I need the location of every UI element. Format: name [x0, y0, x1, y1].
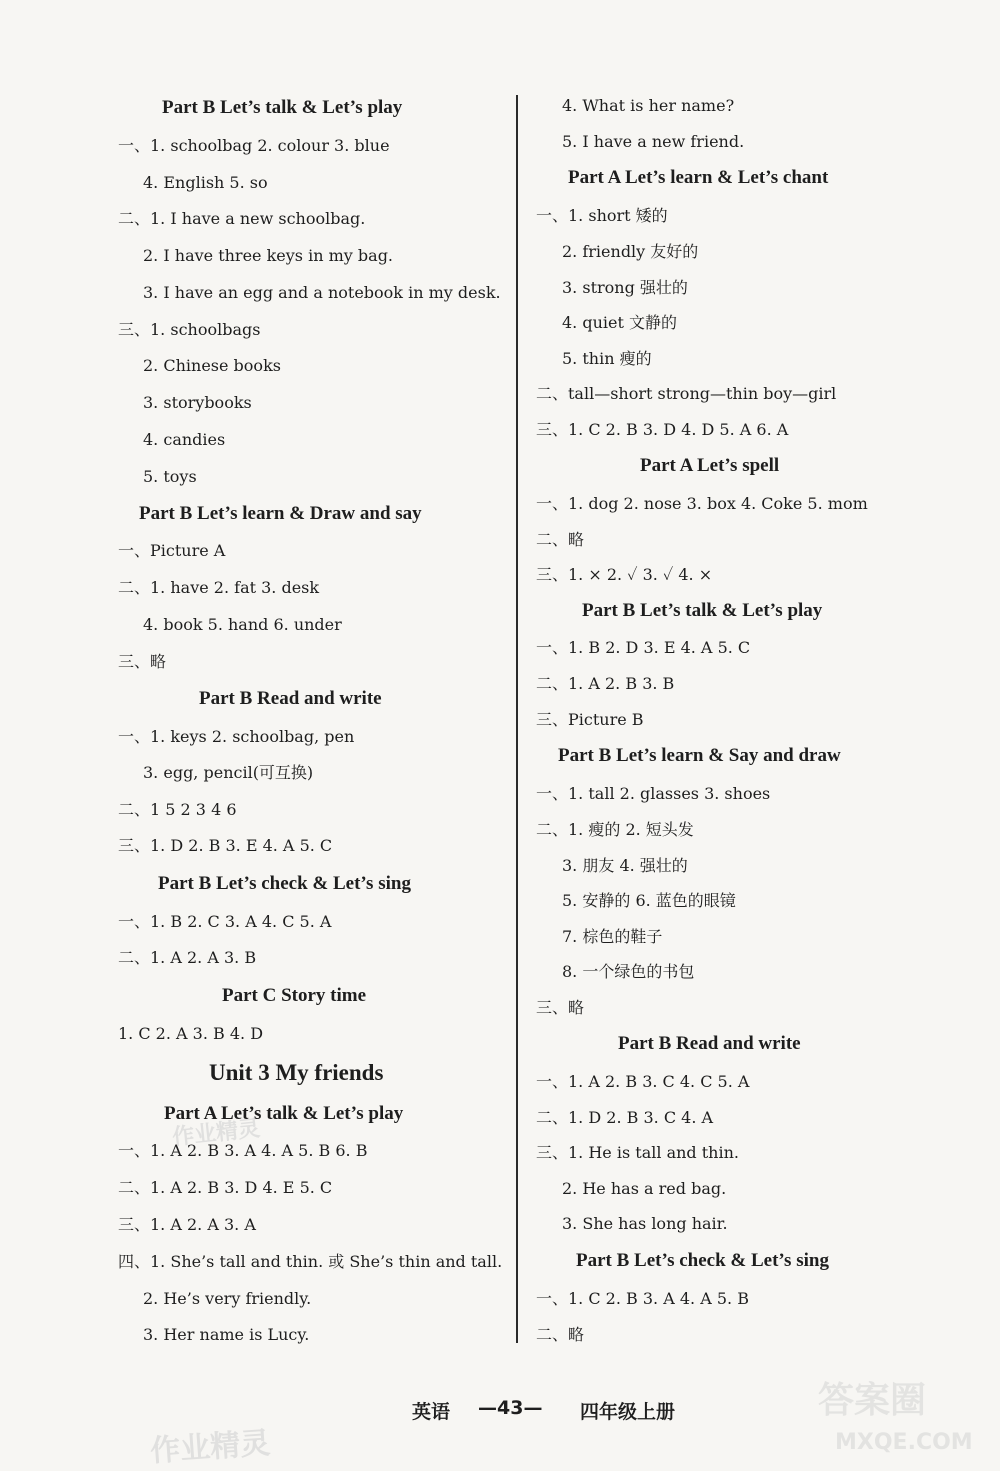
answer-line: 四、1. She’s tall and thin. 或 She’s thin and tall.: [118, 1252, 503, 1271]
section-heading: Part B Let’s check & Let’s sing: [158, 873, 411, 894]
answer-line: 三、1. C 2. B 3. D 4. D 5. A 6. A: [536, 420, 789, 439]
column-divider: [516, 95, 518, 1343]
answer-line: 一、1. A 2. B 3. C 4. C 5. A: [536, 1072, 750, 1091]
answer-line: 一、1. tall 2. glasses 3. shoes: [536, 784, 771, 803]
answer-line: 5. I have a new friend.: [562, 132, 745, 151]
watermark-logo: 答案圈: [818, 1380, 927, 1421]
answer-line: 一、1. A 2. B 3. A 4. A 5. B 6. B: [118, 1141, 368, 1160]
answer-line: 一、1. dog 2. nose 3. box 4. Coke 5. mom: [536, 494, 868, 513]
watermark-url: MXQE.COM: [835, 1430, 973, 1455]
answer-line: 8. 一个绿色的书包: [562, 962, 695, 981]
answer-line: 三、1. × 2. ✓ 3. ✓ 4. ×: [536, 565, 713, 584]
answer-line: 3. 朋友 4. 强壮的: [562, 856, 688, 875]
answer-line: 3. strong 强壮的: [562, 278, 688, 297]
answer-line: 5. toys: [143, 467, 197, 486]
section-heading: Part B Let’s talk & Let’s play: [582, 600, 823, 621]
answer-line: 一、1. C 2. B 3. A 4. A 5. B: [536, 1289, 749, 1308]
answer-line: 三、略: [118, 652, 167, 671]
answer-line: 二、1 5 2 3 4 6: [118, 800, 237, 819]
answer-line: 3. storybooks: [143, 393, 252, 412]
section-heading: Part A Let’s learn & Let’s chant: [568, 167, 829, 188]
answer-line: 二、1. A 2. B 3. D 4. E 5. C: [118, 1178, 333, 1197]
answer-line: 5. 安静的 6. 蓝色的眼镜: [562, 891, 736, 910]
answer-line: 二、1. 瘦的 2. 短头发: [536, 820, 694, 839]
answer-line: 4. quiet 文静的: [562, 313, 678, 332]
answer-line: 3. I have an egg and a notebook in my desk.: [143, 283, 501, 302]
answer-line: 二、1. D 2. B 3. C 4. A: [536, 1108, 714, 1127]
answer-line: 三、1. He is tall and thin.: [536, 1143, 739, 1162]
answer-line: 一、Picture A: [118, 541, 226, 560]
answer-line: 二、略: [536, 1325, 585, 1344]
answer-line: 3. She has long hair.: [562, 1214, 728, 1233]
answer-line: 一、1. B 2. C 3. A 4. C 5. A: [118, 912, 332, 931]
answer-line: 4. candies: [143, 430, 226, 449]
answer-line: 3. egg, pencil(可互换): [143, 763, 314, 782]
unit-title: Unit 3 My friends: [209, 1060, 384, 1085]
footer-grade: 四年级上册: [580, 1401, 676, 1423]
answer-line: 二、1. A 2. B 3. B: [536, 674, 675, 693]
answer-line: 2. friendly 友好的: [562, 242, 699, 261]
section-heading: Part A Let’s spell: [640, 455, 780, 476]
answer-line: 一、1. B 2. D 3. E 4. A 5. C: [536, 638, 751, 657]
answer-line: 二、tall—short strong—thin boy—girl: [536, 384, 837, 403]
answer-line: 二、略: [536, 530, 585, 549]
answer-line: 1. C 2. A 3. B 4. D: [118, 1024, 264, 1043]
answer-line: 4. book 5. hand 6. under: [143, 615, 342, 634]
answer-line: 三、Picture B: [536, 710, 644, 729]
answer-line: 2. He has a red bag.: [562, 1179, 727, 1198]
answer-line: 三、略: [536, 998, 585, 1017]
footer-subject: 英语: [412, 1401, 451, 1423]
answer-line: 3. Her name is Lucy.: [143, 1325, 310, 1344]
answer-line: 2. He’s very friendly.: [143, 1289, 312, 1308]
answer-line: 一、1. short 矮的: [536, 206, 668, 225]
section-heading: Part A Let’s talk & Let’s play: [164, 1103, 404, 1124]
section-heading: Part B Let’s talk & Let’s play: [162, 97, 403, 118]
watermark-text: 作业精灵: [149, 1425, 272, 1470]
answer-line: 二、1. A 2. A 3. B: [118, 948, 257, 967]
answer-line: 2. Chinese books: [143, 356, 281, 375]
section-heading: Part B Let’s learn & Say and draw: [558, 745, 841, 766]
answer-line: 4. English 5. so: [143, 173, 268, 192]
answer-line: 7. 棕色的鞋子: [562, 927, 663, 946]
answer-line: 三、1. A 2. A 3. A: [118, 1215, 256, 1234]
answer-line: 三、1. schoolbags: [118, 320, 261, 339]
answer-line: 2. I have three keys in my bag.: [143, 246, 394, 265]
answer-line: 二、1. have 2. fat 3. desk: [118, 578, 320, 597]
section-heading: Part B Let’s learn & Draw and say: [139, 503, 422, 524]
section-heading: Part B Read and write: [199, 688, 382, 709]
section-heading: Part B Let’s check & Let’s sing: [576, 1250, 829, 1271]
answer-line: 一、1. keys 2. schoolbag, pen: [118, 727, 355, 746]
watermark-text: 作业精灵: [171, 1116, 262, 1151]
section-heading: Part B Read and write: [618, 1033, 801, 1054]
answer-line: 二、1. I have a new schoolbag.: [118, 209, 366, 228]
answer-line: 5. thin 瘦的: [562, 349, 652, 368]
section-heading: Part C Story time: [222, 985, 367, 1006]
answer-line: 三、1. D 2. B 3. E 4. A 5. C: [118, 836, 333, 855]
page-number: —43—: [478, 1397, 543, 1419]
answer-line: 一、1. schoolbag 2. colour 3. blue: [118, 136, 390, 155]
answer-line: 4. What is her name?: [562, 96, 735, 115]
